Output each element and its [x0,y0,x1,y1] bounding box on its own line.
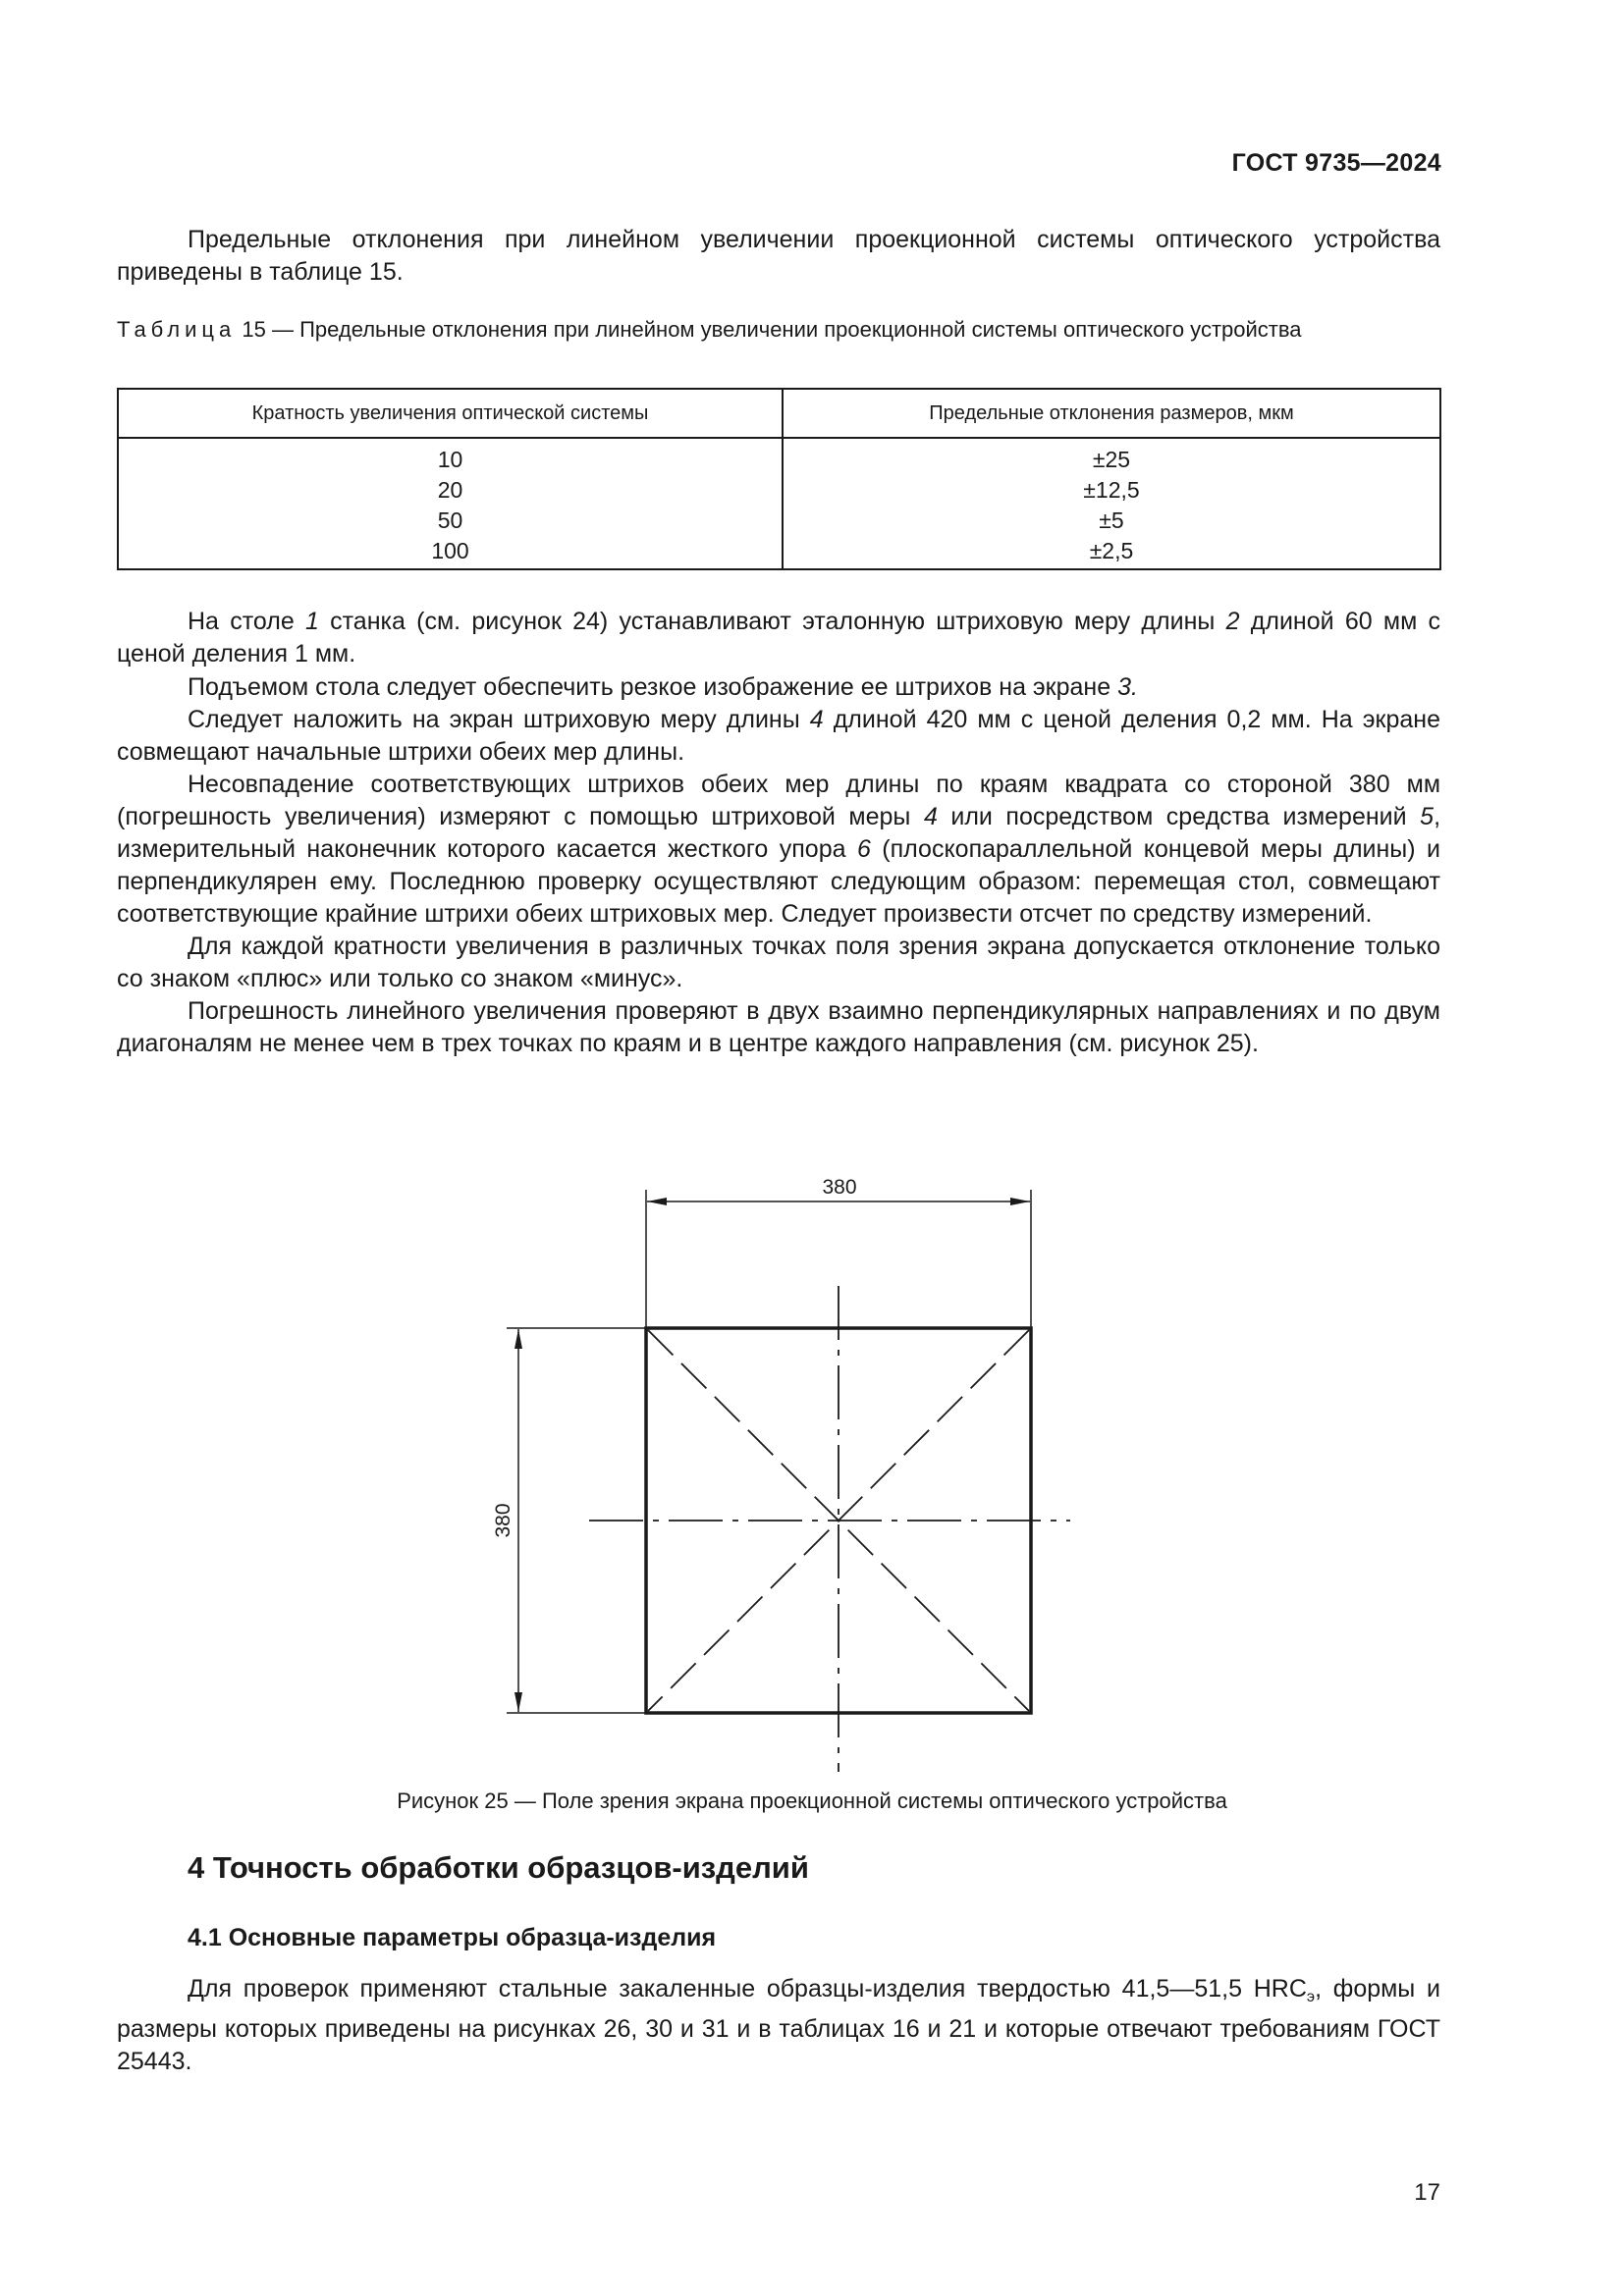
section-heading: 4 Точность обработки образцов-изделий [188,1850,809,1885]
intro-paragraph: Предельные отклонения при линейном увеличении проекционной системы оптического устройства приведены в таблице 15. [117,226,1440,286]
ref-number: 4 [923,803,938,830]
table-value: 50 [437,507,463,533]
ref-number: 4 [809,706,824,733]
text-run: или посредством средства измерений [937,803,1421,830]
text-run: (плоскопараллельной концевой меры длины) и перпендикулярен ему. Последнюю проверку осуществляют следующим образом: перемещая стол, совмещают соответствующие крайние штрихи обеих штриховых мер. Следует произвести отсчет по средству измерений. [117,835,1440,928]
figure-caption: Рисунок 25 — Поле зрения экрана проекционной системы оптического устройства [397,1789,1227,1813]
text-run: длиной 420 мм с ценой деления 0,2 мм. На экране совмещают начальные штрихи обеих мер длины. [117,706,1440,766]
paragraph-sign: Для каждой кратности увеличения в различных точках поля зрения экрана допускается отклонение только со знаком «плюс» или только со знаком «минус». [117,933,1440,992]
dimension-label-left: 380 [492,1503,514,1538]
magnification-cell [118,438,783,569]
hardness-subscript: э [1306,1989,1316,2005]
text-run: Несовпадение соответствующих штрихов обеих мер длины по краям квадрата со стороной 380 мм (погрешность увеличения) измеряют с помощью штриховой меры [117,771,1440,830]
paragraph-directions: Погрешность линейного увеличения проверяют в двух взаимно перпендикулярных направлениях и по двум диагоналям не менее чем в трех точках по краям и в центре каждого направления (см. рисунок 25). [117,997,1440,1057]
table-value: 20 [437,477,463,503]
ref-number: 5 [1420,803,1435,830]
text-run: , измерительный наконечник которого касается жесткого упора [117,803,1441,863]
figure-25 [0,1158,1624,1787]
deviation-cell [783,438,1440,569]
text-run: Для проверок применяют стальные закаленные образцы-изделия твердостью 41,5—51,5 HRC [188,1975,1307,2002]
paragraph-screen-measure [117,704,1440,769]
dimension-label-top: 380 [822,1176,857,1199]
column-header-magnification: Кратность увеличения оптической системы [118,389,783,438]
paragraph-table-setup [117,606,1440,670]
subsection-heading: 4.1 Основные параметры образца-изделия [188,1924,717,1951]
text-run: станка (см. рисунок 24) устанавливают эталонную штриховую меру длины [318,608,1226,635]
column-header-deviation: Предельные отклонения размеров, мкм [783,389,1440,438]
paragraph-table-raise [117,671,1440,704]
text-run: длиной 60 мм с ценой деления 1 мм. [117,608,1441,667]
table-value: 100 [431,538,469,563]
text-run: Следует наложить на экран штриховую меру длины [188,706,810,733]
paragraph-mismatch [117,769,1440,931]
table-caption-lead: Таблица [117,317,237,342]
table-value: ±25 [1092,447,1131,472]
ref-number: 3. [1117,673,1138,701]
body-text [117,606,1440,1060]
ref-number: 2 [1225,608,1240,635]
page-number: 17 [1414,2179,1440,2206]
table-caption-text: 15 — Предельные отклонения при линейном увеличении проекционной системы оптического устройства [236,317,1302,342]
ref-number: 6 [856,835,871,863]
table-15 [117,388,1441,570]
table-value: ±12,5 [1083,477,1140,503]
ref-number: 1 [304,608,319,635]
text-run: Подъемом стола следует обеспечить резкое изображение ее штрихов на экране [188,673,1118,701]
table-value: 10 [437,447,463,472]
table-value: ±2,5 [1089,538,1134,563]
standard-designation: ГОСТ 9735—2024 [1231,149,1441,177]
table-value: ±5 [1099,507,1124,533]
text-run: , формы и размеры которых приведены на рисунках 26, 30 и 31 и в таблицах 16 и 21 и которые отвечают требованиям ГОСТ 25443. [117,1975,1440,2075]
table-caption [117,315,1440,344]
text-run: На столе [188,608,305,635]
section-paragraph [117,1973,1440,2078]
